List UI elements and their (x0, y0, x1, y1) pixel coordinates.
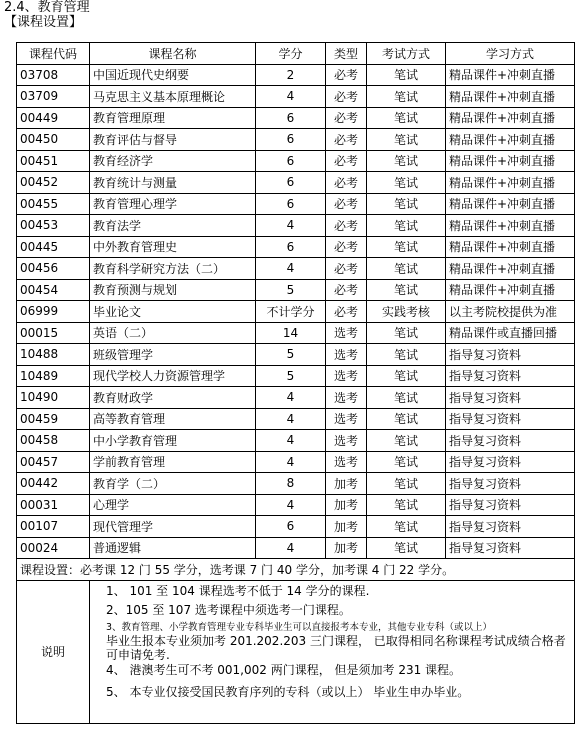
table-row (17, 150, 575, 172)
exam-method: 笔试 (367, 64, 446, 86)
course-code: 03708 (17, 64, 90, 86)
course-code: 03709 (17, 86, 90, 108)
exam-method: 笔试 (367, 86, 446, 108)
exam-method: 笔试 (367, 430, 446, 452)
course-code: 00456 (17, 258, 90, 280)
course-name: 中小学教育管理 (90, 430, 256, 452)
course-name: 马克思主义基本原理概论 (90, 86, 256, 108)
table-row (17, 537, 575, 559)
course-code: 00015 (17, 322, 90, 344)
exam-method: 笔试 (367, 408, 446, 430)
course-name: 教育法学 (90, 215, 256, 237)
study-method: 精品课件+冲刺直播 (446, 193, 575, 215)
course-credits: 8 (256, 473, 326, 495)
exam-method: 笔试 (367, 107, 446, 129)
course-type: 选考 (326, 408, 367, 430)
table-row (17, 387, 575, 409)
course-credits: 4 (256, 215, 326, 237)
table-row (17, 86, 575, 108)
notes-label: 说明 (17, 580, 90, 723)
header-course-name: 课程名称 (90, 43, 256, 65)
exam-method: 笔试 (367, 172, 446, 194)
table-row (17, 322, 575, 344)
course-name: 教育财政学 (90, 387, 256, 409)
course-code: 00459 (17, 408, 90, 430)
table-row (17, 408, 575, 430)
course-credits: 4 (256, 387, 326, 409)
header-study-method: 学习方式 (446, 43, 575, 65)
course-name: 教育预测与规划 (90, 279, 256, 301)
course-credits: 4 (256, 258, 326, 280)
table-row (17, 279, 575, 301)
course-name: 教育学（二） (90, 473, 256, 495)
study-method: 精品课件+冲刺直播 (446, 107, 575, 129)
table-row (17, 107, 575, 129)
table-row (17, 344, 575, 366)
course-type: 必考 (326, 279, 367, 301)
table-row (17, 365, 575, 387)
study-method: 精品课件+冲刺直播 (446, 129, 575, 151)
course-name: 教育统计与测量 (90, 172, 256, 194)
study-method: 精品课件+冲刺直播 (446, 258, 575, 280)
exam-method: 笔试 (367, 494, 446, 516)
study-method: 精品课件+冲刺直播 (446, 172, 575, 194)
course-name: 毕业论文 (90, 301, 256, 323)
course-credits: 5 (256, 344, 326, 366)
header-course-code: 课程代码 (17, 43, 90, 65)
course-credits: 4 (256, 430, 326, 452)
course-type: 必考 (326, 107, 367, 129)
course-name: 普通逻辑 (90, 537, 256, 559)
course-code: 00107 (17, 516, 90, 538)
course-code: 00451 (17, 150, 90, 172)
study-method: 精品课件+冲刺直播 (446, 215, 575, 237)
course-type: 必考 (326, 172, 367, 194)
course-code: 00445 (17, 236, 90, 258)
course-type: 必考 (326, 258, 367, 280)
exam-method: 笔试 (367, 344, 446, 366)
course-code: 00031 (17, 494, 90, 516)
table-row (17, 516, 575, 538)
table-row (17, 64, 575, 86)
note-5: 5、 本专业仅接受国民教育序列的专科（或以上） 毕业生申办毕业。 (106, 684, 470, 699)
table-row (17, 451, 575, 473)
table-row (17, 172, 575, 194)
header-type: 类型 (326, 43, 367, 65)
course-type: 加考 (326, 473, 367, 495)
notes-cell (90, 580, 575, 723)
course-credits: 4 (256, 537, 326, 559)
course-type: 必考 (326, 86, 367, 108)
course-code: 00454 (17, 279, 90, 301)
study-method: 指导复习资料 (446, 494, 575, 516)
exam-method: 笔试 (367, 365, 446, 387)
exam-method: 笔试 (367, 150, 446, 172)
note-2: 2、105 至 107 选考课程中须选考一门课程。 (106, 602, 351, 617)
course-code: 00450 (17, 129, 90, 151)
course-credits: 6 (256, 193, 326, 215)
course-type: 选考 (326, 322, 367, 344)
exam-method: 笔试 (367, 451, 446, 473)
table-row (17, 494, 575, 516)
course-credits: 6 (256, 129, 326, 151)
exam-method: 笔试 (367, 129, 446, 151)
table-body (17, 64, 575, 559)
course-credits: 6 (256, 516, 326, 538)
study-method: 指导复习资料 (446, 451, 575, 473)
exam-method: 笔试 (367, 537, 446, 559)
course-name: 现代学校人力资源管理学 (90, 365, 256, 387)
course-credits: 4 (256, 86, 326, 108)
course-name: 教育管理心理学 (90, 193, 256, 215)
table-row (17, 215, 575, 237)
course-code: 00452 (17, 172, 90, 194)
study-method: 指导复习资料 (446, 387, 575, 409)
course-code: 00457 (17, 451, 90, 473)
course-credits: 6 (256, 236, 326, 258)
study-method: 精品课件+冲刺直播 (446, 64, 575, 86)
table-header-row (17, 43, 575, 65)
table-row (17, 473, 575, 495)
study-method: 精品课件+冲刺直播 (446, 150, 575, 172)
course-name: 教育经济学 (90, 150, 256, 172)
course-type: 选考 (326, 387, 367, 409)
study-method: 精品课件+冲刺直播 (446, 279, 575, 301)
course-name: 现代管理学 (90, 516, 256, 538)
summary-row (17, 559, 575, 581)
course-credits: 6 (256, 107, 326, 129)
course-type: 选考 (326, 451, 367, 473)
course-type: 必考 (326, 150, 367, 172)
table-row (17, 193, 575, 215)
course-name: 中国近现代史纲要 (90, 64, 256, 86)
course-name: 教育评估与督导 (90, 129, 256, 151)
course-credits: 2 (256, 64, 326, 86)
course-credits: 6 (256, 172, 326, 194)
exam-method: 笔试 (367, 193, 446, 215)
course-type: 必考 (326, 301, 367, 323)
study-method: 指导复习资料 (446, 408, 575, 430)
study-method: 精品课件或直播回播 (446, 322, 575, 344)
course-credits: 6 (256, 150, 326, 172)
exam-method: 笔试 (367, 322, 446, 344)
study-method: 指导复习资料 (446, 473, 575, 495)
course-code: 00458 (17, 430, 90, 452)
course-code: 00453 (17, 215, 90, 237)
course-type: 必考 (326, 193, 367, 215)
course-credits: 14 (256, 322, 326, 344)
header-credits: 学分 (256, 43, 326, 65)
course-name: 教育管理原理 (90, 107, 256, 129)
exam-method: 笔试 (367, 279, 446, 301)
course-name: 班级管理学 (90, 344, 256, 366)
course-code: 00449 (17, 107, 90, 129)
course-name: 中外教育管理史 (90, 236, 256, 258)
course-code: 10489 (17, 365, 90, 387)
course-type: 必考 (326, 64, 367, 86)
note-3: 3、教育管理、小学教育管理专业专科毕业生可以直接报考本专业，其他专业专科（或以上） (106, 621, 493, 633)
course-code: 00024 (17, 537, 90, 559)
course-credits: 4 (256, 451, 326, 473)
table-row (17, 430, 575, 452)
exam-method: 笔试 (367, 215, 446, 237)
table-row (17, 129, 575, 151)
exam-method: 笔试 (367, 387, 446, 409)
course-type: 必考 (326, 236, 367, 258)
course-type: 选考 (326, 430, 367, 452)
course-code: 00442 (17, 473, 90, 495)
course-type: 加考 (326, 494, 367, 516)
note-3-continued: 毕业生报本专业须加考 201.202.203 三门课程， 已取得相同名称课程考试成绩合格者可申请免考. (106, 633, 566, 662)
course-name: 心理学 (90, 494, 256, 516)
table-row (17, 236, 575, 258)
exam-method: 笔试 (367, 516, 446, 538)
header-exam-method: 考试方式 (367, 43, 446, 65)
course-type: 必考 (326, 129, 367, 151)
study-method: 指导复习资料 (446, 365, 575, 387)
study-method: 精品课件+冲刺直播 (446, 236, 575, 258)
course-credits: 5 (256, 365, 326, 387)
course-credits: 4 (256, 494, 326, 516)
course-code: 10488 (17, 344, 90, 366)
study-method: 精品课件+冲刺直播 (446, 86, 575, 108)
subsection-title: 【课程设置】 (4, 15, 83, 30)
course-name: 英语（二） (90, 322, 256, 344)
course-type: 加考 (326, 537, 367, 559)
course-name: 高等教育管理 (90, 408, 256, 430)
course-credits: 4 (256, 408, 326, 430)
exam-method: 笔试 (367, 258, 446, 280)
course-code: 10490 (17, 387, 90, 409)
note-1: 1、 101 至 104 课程选考不低于 14 学分的课程. (106, 583, 370, 598)
note-4: 4、 港澳考生可不考 001,002 两门课程， 但是须加考 231 课程。 (106, 662, 462, 677)
study-method: 指导复习资料 (446, 537, 575, 559)
course-credits: 5 (256, 279, 326, 301)
exam-method: 实践考核 (367, 301, 446, 323)
exam-method: 笔试 (367, 473, 446, 495)
course-type: 加考 (326, 516, 367, 538)
course-name: 教育科学研究方法（二） (90, 258, 256, 280)
course-code: 06999 (17, 301, 90, 323)
study-method: 指导复习资料 (446, 430, 575, 452)
summary-text: 课程设置：必考课 12 门 55 学分，选考课 7 门 40 学分，加考课 4 门 22 学分。 (17, 559, 575, 581)
course-type: 选考 (326, 365, 367, 387)
course-type: 必考 (326, 215, 367, 237)
course-code: 00455 (17, 193, 90, 215)
study-method: 以主考院校提供为准 (446, 301, 575, 323)
course-type: 选考 (326, 344, 367, 366)
section-title: 2.4、教育管理 (4, 0, 90, 15)
exam-method: 笔试 (367, 236, 446, 258)
study-method: 指导复习资料 (446, 516, 575, 538)
table-row (17, 301, 575, 323)
course-name: 学前教育管理 (90, 451, 256, 473)
table-row (17, 258, 575, 280)
notes-row (17, 580, 575, 723)
course-credits: 不计学分 (256, 301, 326, 323)
study-method: 指导复习资料 (446, 344, 575, 366)
course-table (16, 42, 575, 724)
notes-list (90, 581, 574, 723)
